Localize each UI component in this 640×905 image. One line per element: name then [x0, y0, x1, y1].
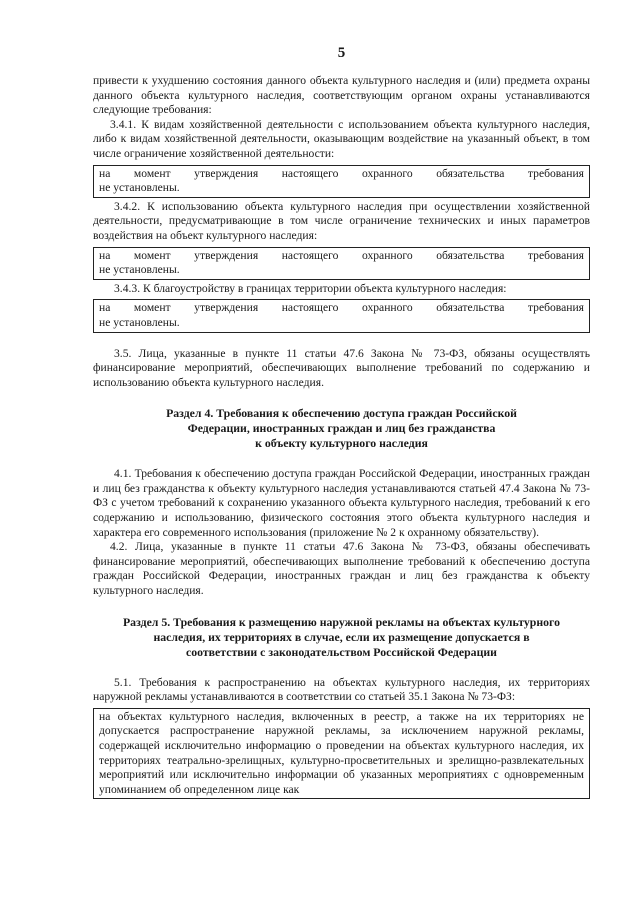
box-line-2: не установлены. — [99, 315, 180, 329]
page-number: 5 — [337, 45, 346, 61]
section-4-title-line-1: Раздел 4. Требования к обеспечению доступа граждан Российской — [166, 406, 517, 421]
requirement-3-4-1: 3.4.1. К видам хозяйственной деятельности с использованием объекта культурного наследия, либо к видам хозяйственной деятельности, оказывающим воздействие на указанный объект, в том числе ограничение хозяйственной деятельности: — [93, 117, 590, 160]
requirement-3-5: 3.5. Лица, указанные в пункте 11 статьи 47.6 Закона № 73-ФЗ, обязаны осуществлять финансирование мероприятий, обеспечивающих выполнение требований по содержанию и использованию объекта культурного наследия. — [93, 346, 590, 389]
section-4-title-line-3: к объекту культурного наследия — [255, 436, 428, 451]
box-text: на объектах культурного наследия, включенных в реестр, а также на их территориях не допускается распространение наружной рекламы, за исключением наружной рекламы, содержащей исключительно информацию о проведении на объектах культурного наследия, их территориях театрально-зрелищных, культурно-просветительных и зрелищно-развлекательных мероприятий или исключительно информации об указанных мероприятиях с одновременным упоминанием об определенном лице как — [99, 709, 584, 796]
paragraph-4-2: 4.2. Лица, указанные в пункте 11 статьи 47.6 Закона № 73-ФЗ, обязаны обеспечивать финансирование мероприятий, обеспечивающих выполнение требований к обеспечению доступа граждан Российской Федерации, иностранных граждан и лиц без гражданства к объекту культурного наследия. — [93, 540, 590, 598]
section-5-title-line-3: соответствии с законодательством Российской Федерации — [186, 644, 497, 659]
paragraph-5-1: 5.1. Требования к распространению на объектах культурного наследия, их территориях наружной рекламы устанавливаются в соответствии со статьей 35.1 Закона № 73-ФЗ: — [93, 675, 590, 704]
requirement-box-5-1 — [93, 708, 590, 800]
requirement-3-4-2: 3.4.2. К использованию объекта культурного наследия при осуществлении хозяйственной деятельности, предусматривающие в том числе ограничение технических и иных параметров воздействия на объект культурного наследия: — [93, 199, 590, 242]
requirement-box-3-4-1 — [93, 165, 590, 198]
requirement-box-3-4-3 — [93, 299, 590, 332]
paragraph-4-1: 4.1. Требования к обеспечению доступа граждан Российской Федерации, иностранных граждан и лиц без гражданства к объекту культурного наследия устанавливаются статьей 47.4 Закона № 73-ФЗ с учетом требований к сохранению указанного объекта культурного наследия, требований к его содержанию и использованию, физического состояния этого объекта культурного наследия и характера его современного использования (приложение № 2 к охранному обязательству). — [93, 467, 590, 539]
section-5-title-line-2: наследия, их территориях в случае, если их размещение допускается в — [153, 629, 530, 644]
section-4-title-line-2: Федерации, иностранных граждан и лиц без гражданства — [187, 421, 496, 436]
box-line-1: на момент утверждения настоящего охранного обязательства требования — [99, 248, 584, 262]
box-line-1: на момент утверждения настоящего охранного обязательства требования — [99, 166, 584, 180]
box-line-2: не установлены. — [99, 181, 180, 195]
requirement-box-3-4-2 — [93, 247, 590, 280]
requirement-3-4-3: 3.4.3. К благоустройству в границах территории объекта культурного наследия: — [114, 281, 507, 295]
box-line-2: не установлены. — [99, 263, 180, 277]
section-5-title-line-1: Раздел 5. Требования к размещению наружной рекламы на объектах культурного — [122, 614, 561, 629]
intro-paragraph: привести к ухудшению состояния данного объекта культурного наследия и (или) предмета охраны данного объекта культурного наследия, соответствующим органом охраны устанавливаются следующие требования: — [93, 74, 590, 117]
box-line-1: на момент утверждения настоящего охранного обязательства требования — [99, 301, 584, 315]
